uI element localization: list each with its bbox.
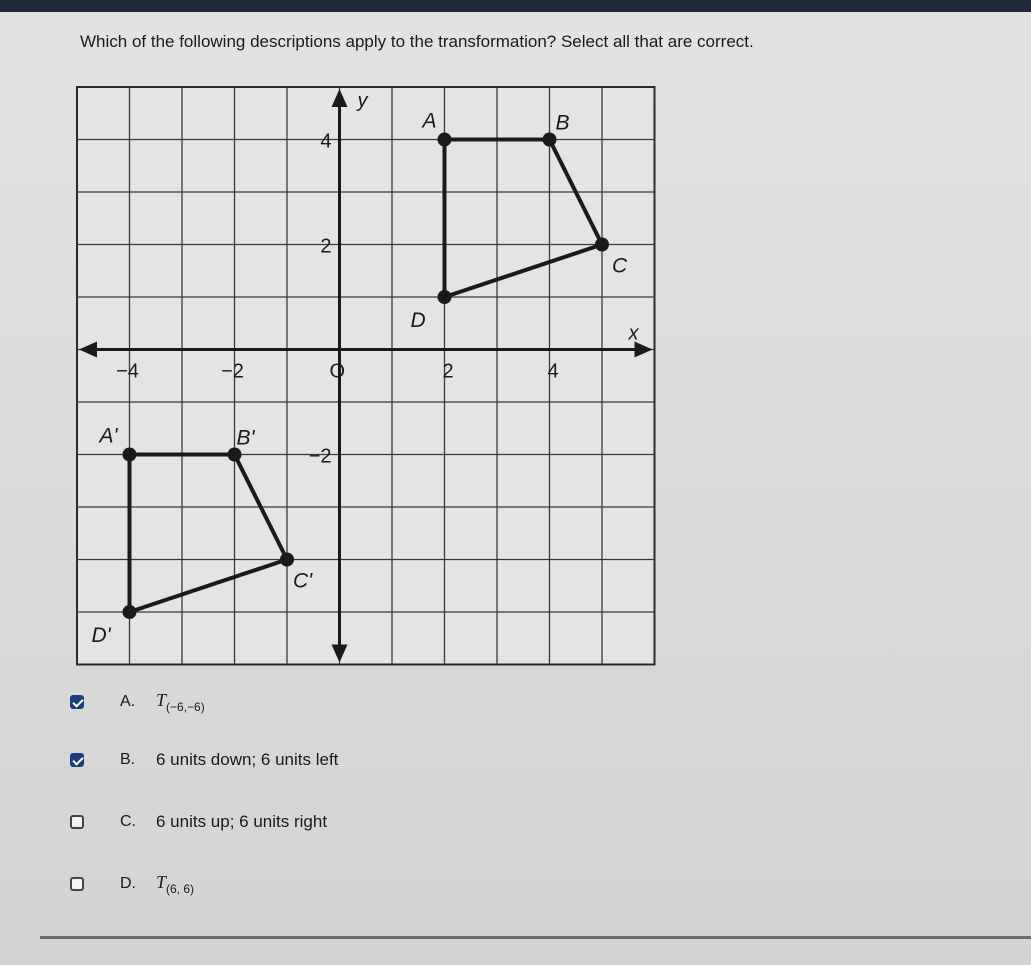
- original-vertex: [438, 133, 452, 147]
- option-a-subscript: (−6,−6): [166, 700, 205, 714]
- vertex-label: A': [99, 424, 118, 448]
- option-c[interactable]: [70, 808, 430, 836]
- image-vertex: [228, 448, 242, 462]
- coordinate-graph: [74, 84, 656, 670]
- original-vertex: [438, 290, 452, 304]
- y-axis-label: y: [357, 90, 368, 112]
- option-c-letter: C.: [120, 813, 136, 830]
- option-c-text: 6 units up; 6 units right: [156, 812, 328, 831]
- question-text: Which of the following descriptions apply to the transformation? Select all that are correct.: [80, 32, 754, 51]
- option-b-letter: B.: [120, 751, 136, 768]
- graph-svg: [74, 84, 656, 670]
- option-b-checkbox[interactable]: [70, 753, 84, 767]
- divider: [40, 936, 1031, 939]
- y-tick-label: −2: [308, 445, 332, 468]
- vertex-label: B: [555, 111, 570, 135]
- vertex-label: D': [91, 624, 111, 647]
- vertex-label: A: [422, 109, 437, 133]
- vertex-label: C: [612, 254, 628, 278]
- option-b-text: 6 units down; 6 units left: [156, 750, 339, 769]
- image-vertex: [123, 605, 137, 619]
- option-a-notation: [156, 690, 205, 714]
- y-tick-label: 2: [320, 235, 332, 258]
- option-d[interactable]: [70, 870, 430, 898]
- original-vertex: [595, 238, 609, 252]
- x-tick-label: −2: [221, 360, 244, 383]
- window-top-bar: [0, 0, 1031, 12]
- option-d-checkbox[interactable]: [70, 877, 84, 891]
- option-d-letter: D.: [120, 875, 136, 892]
- vertex-label: C': [293, 569, 313, 593]
- option-b[interactable]: [70, 746, 430, 774]
- option-d-notation: [156, 872, 194, 896]
- option-c-checkbox[interactable]: [70, 815, 84, 829]
- option-d-symbol: T: [156, 872, 167, 892]
- original-vertex: [543, 133, 557, 147]
- option-a-letter: A.: [120, 693, 136, 710]
- x-tick-label: −4: [116, 360, 139, 383]
- x-tick-label: O: [329, 360, 346, 383]
- image-vertex: [280, 553, 294, 567]
- x-tick-label: 2: [442, 360, 454, 383]
- option-a-symbol: T: [156, 690, 167, 710]
- vertex-label: B': [236, 426, 255, 450]
- option-d-subscript: (6, 6): [166, 882, 195, 896]
- image-vertex: [123, 448, 137, 462]
- x-tick-label: 4: [547, 360, 559, 383]
- vertex-label: D: [410, 309, 426, 332]
- option-a[interactable]: [70, 688, 430, 716]
- option-a-checkbox[interactable]: [70, 695, 84, 709]
- y-tick-label: 4: [320, 130, 332, 153]
- x-axis-label: x: [628, 322, 639, 345]
